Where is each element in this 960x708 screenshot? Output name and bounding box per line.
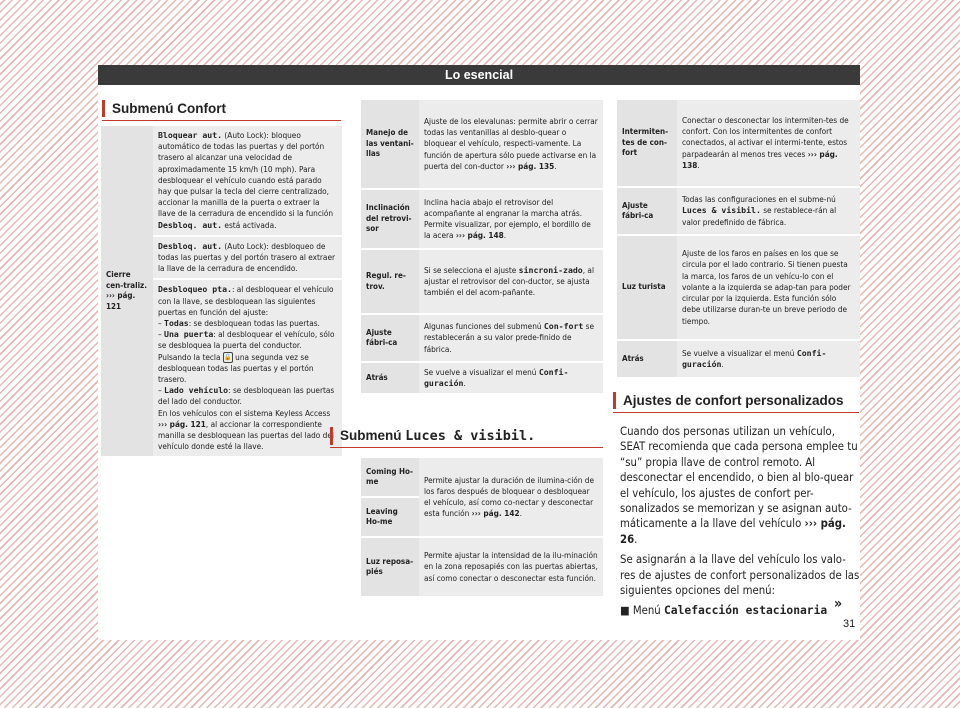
- confort-table: [101, 124, 342, 458]
- code-term: Desbloq. aut.: [158, 240, 223, 251]
- row-key: Inclinación del retrovi-sor: [361, 190, 419, 248]
- row-value: [419, 190, 603, 248]
- heading-ajustes: Ajustes de confort personalizados: [613, 392, 844, 409]
- item-text: En los vehículos con el sistema Keyless Access: [158, 407, 331, 418]
- row-key: [101, 126, 153, 456]
- item-text: .: [697, 159, 700, 170]
- page-ref: ››› pág. 26: [620, 517, 846, 546]
- unlock-key-icon: 🔓: [224, 353, 232, 361]
- item-text: una segunda vez se desbloquean todas las puertas y el portón trasero.: [158, 351, 314, 385]
- item-text: Se vuelve a visualizar el menú: [682, 347, 797, 358]
- heading-rule: [102, 120, 341, 121]
- code-term: Confi-guración: [424, 367, 569, 389]
- row-value: [419, 315, 603, 361]
- item-text: , al accionar la correspondiente manilla se desbloquean las puertas del lado del vehículo donde esté la llave.: [158, 418, 334, 452]
- code-term: Confi-guración: [682, 347, 827, 369]
- paragraph-text: Cuando dos personas utilizan un vehículo, SEAT recomienda que cada persona emplee tu “su” propia llave de control remoto. Al desconectar el encendido, o bien al blo-quear el vehículo, los ajustes de confort per-sonalizados se memorizan y se asignan auto-máticamente a la llave del vehículo: [620, 425, 858, 531]
- code-term: Lado vehículo: [164, 385, 229, 396]
- item-text: (Auto Lock): bloqueo automático de todas las puertas y del portón trasero al alcanzar una velocidad de aproximadamente 15 km/h (10 mph). Para desbloquear el vehículo cuando está parado hay que pulsar la tecla del cierre centralizado, accionar la manilla de la puerta o extraer la llave de la cerradura de encendido si la función: [158, 130, 334, 219]
- row-key: Luz turista: [617, 236, 677, 339]
- page-ref: ››› pág. 148: [455, 230, 504, 241]
- paragraph: Se asignarán a la llave del vehículo los valo-res de ajustes de confort personalizados de las siguientes opciones del menú:: [620, 553, 860, 598]
- code-term: Desbloq. aut.: [158, 219, 223, 230]
- page-ref: ››› pág. 138: [682, 148, 838, 170]
- row-value: [677, 188, 860, 234]
- row-key: Atrás: [617, 341, 677, 377]
- code-term: Una puerta: [164, 329, 214, 340]
- row-key: Intermiten-tes de con-fort: [617, 100, 677, 186]
- item-text: Permite ajustar la duración de ilumina-ción de los faros después de bloquear o desbloquear el vehículo, así como co-nectar y desconectar esta función: [424, 474, 594, 519]
- row-key: Luz reposa-piés: [361, 538, 419, 596]
- page-number: 31: [843, 618, 856, 630]
- row-value: [419, 458, 603, 536]
- row-key: Manejo de las ventani-llas: [361, 100, 419, 188]
- section-header: Lo esencial: [98, 65, 860, 85]
- item-text: : al desbloquear el vehículo con la llave, se desbloquean las siguientes puertas en función del ajuste:: [158, 284, 334, 317]
- code-term: Todas: [164, 318, 189, 329]
- dash: –: [158, 385, 165, 396]
- row-key: Coming Ho-me: [361, 458, 419, 496]
- item-text: .: [519, 508, 522, 519]
- code-term: Con-fort: [543, 321, 584, 332]
- row-key: Regul. re-trov.: [361, 250, 419, 313]
- item-desbloqueo-pta: [153, 280, 342, 456]
- item-text: Si se selecciona el ajuste: [424, 264, 519, 275]
- item-text: .: [503, 230, 507, 241]
- item-text: , al ajustar el retrovisor del con-ductor, se ajusta también el del acom-pañante.: [424, 264, 594, 298]
- row-value: Permite ajustar la intensidad de la ilu-minación en la zona reposapiés con las puertas abiertas, así como conectar o desconectar esta función.: [419, 538, 603, 596]
- heading-confort: Submenú Confort: [102, 100, 226, 117]
- item-text: Se vuelve a visualizar el menú: [424, 367, 539, 377]
- row-key: Ajuste fábri-ca: [617, 188, 677, 234]
- item-text: Ajuste de los elevalunas: permite abrir o cerrar todas las ventanillas al desblo-quear o bloquear el vehículo, respecti-vamente. La función de apertura sólo puede activarse en la puerta del con-ductor: [424, 115, 598, 171]
- dash: –: [158, 329, 165, 340]
- heading-luces: [330, 427, 535, 445]
- code-term: Calefacción estacionaria: [663, 604, 828, 618]
- item-text: (Auto Lock): desbloqueo de todas las puertas y del portón trasero al extraer la llave de la cerradura de encendido.: [158, 240, 336, 274]
- confort-table-cont: [361, 98, 603, 395]
- paragraph-text: .: [634, 532, 638, 546]
- item-text: Todas las configuraciones en el subme-nú: [682, 194, 836, 205]
- luces-table: [361, 456, 603, 598]
- body-text: [620, 424, 860, 624]
- item-text: Inclina hacia abajo el retrovisor del acompañante al engranar la marcha atrás. Permite visualizar, por ejemplo, el bordillo de la acera: [424, 196, 591, 241]
- paragraph: [620, 424, 860, 547]
- row-value: Ajuste de los faros en países en los que se circula por el lado contrario. Si tienen puesta la marca, los faros de un vehícu-lo con el volante a la izquierda se adap-tan para poder circular por la izquierda. Esta función sólo debe utilizarse duran-te un breve periodo de tiempo.: [677, 236, 860, 339]
- item-text: .: [554, 160, 557, 171]
- heading-text: Submenú: [340, 428, 406, 443]
- row-value: [419, 100, 603, 188]
- item-text: : se desbloquean las puertas del lado del conductor.: [158, 385, 335, 407]
- row-value: [419, 250, 603, 313]
- heading-rule: [330, 447, 603, 448]
- item-desbloq: [153, 237, 342, 279]
- row-value: [419, 363, 603, 393]
- continue-arrow: »: [834, 596, 843, 612]
- code-term: Luces & visibil.: [682, 205, 761, 216]
- heading-rule: [613, 412, 859, 413]
- page-ref: ››› pág. 121: [106, 291, 136, 311]
- row-key: Atrás: [361, 363, 419, 393]
- item-text: se restablecerán a su valor prede-finido de fábrica.: [424, 321, 595, 354]
- code-term: sincroni-zado: [518, 264, 583, 275]
- code-term: Luces & visibil.: [405, 428, 536, 444]
- row-key-label: Cierre cen-traliz.: [106, 270, 147, 290]
- page-ref: ››› pág. 135: [506, 160, 555, 171]
- bullet-item: ■ Menú Calefacción estacionaria: [620, 604, 828, 618]
- item-text: : se desbloquean todas las puertas.: [188, 318, 320, 329]
- row-key: Ajuste fábri-ca: [361, 315, 419, 361]
- code-term: Bloquear aut.: [158, 130, 223, 140]
- item-text: .: [463, 378, 466, 389]
- item-text: Conectar o desconectar los intermiten-tes de confort. Con los intermitentes de confort conectados, al activar el intermi-tente, estos parpadearán al menos tres veces: [682, 114, 849, 159]
- page-ref: ››› pág. 142: [471, 508, 520, 519]
- item-bloquear: [153, 126, 342, 235]
- item-text: .: [721, 359, 724, 369]
- item-text: : al desbloquear el vehículo, sólo se desbloquea la puerta del conductor. Pulsando la tecla: [158, 329, 335, 362]
- code-term: Desbloqueo pta.: [158, 284, 232, 295]
- item-text: se restablece-rán al valor predefinido de fábrica.: [682, 205, 837, 227]
- row-key: Leaving Ho-me: [361, 498, 419, 536]
- dash: –: [158, 318, 165, 329]
- row-value: [677, 100, 860, 186]
- item-text: Algunas funciones del submenú: [424, 321, 544, 332]
- bullet-text: Menú: [632, 604, 664, 618]
- item-text: está activada.: [222, 219, 277, 230]
- page-ref: ››› pág. 121: [158, 418, 206, 429]
- luces-table-cont: [617, 98, 860, 379]
- row-value: [677, 341, 860, 377]
